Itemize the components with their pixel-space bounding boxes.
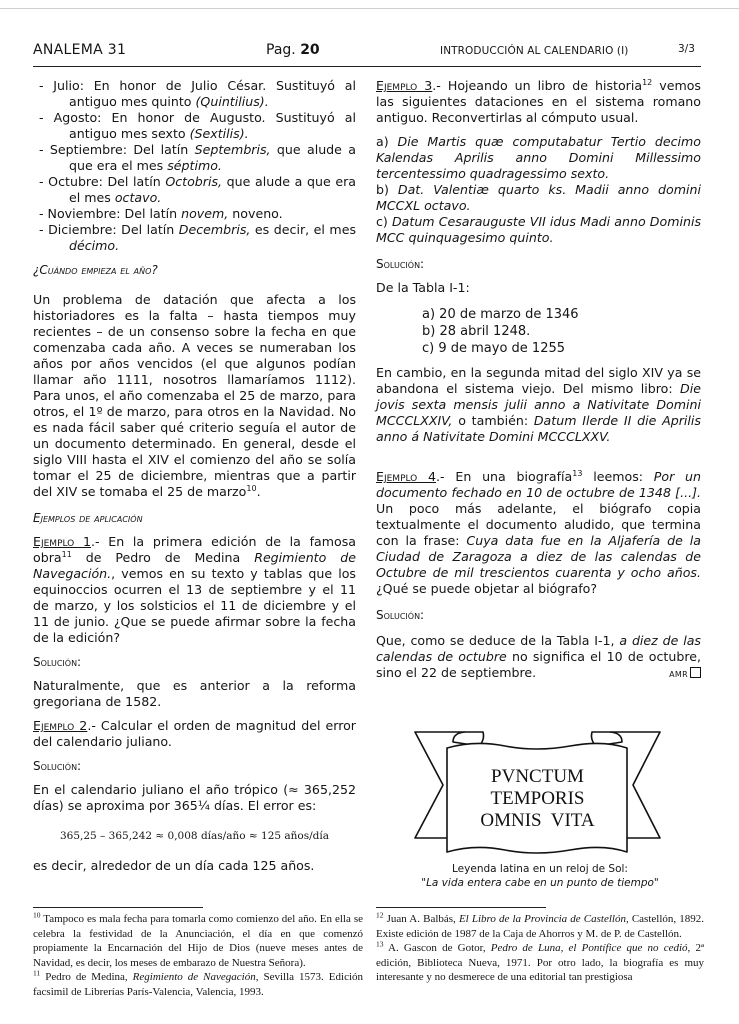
right-column bbox=[376, 78, 701, 683]
page-label: Pag. bbox=[266, 42, 296, 58]
banner-caption bbox=[380, 862, 700, 890]
latin-date-b: b) Dat. Valentiæ quarto ks. Madii anno domini MCCXL octavo. bbox=[376, 182, 701, 213]
left-column bbox=[33, 78, 356, 874]
page-number bbox=[266, 42, 320, 58]
month-item-agosto: - Agosto: En honor de Augusto. Sustituyó al antiguo mes sexto (Sextilis). bbox=[39, 110, 356, 141]
footnote-13: $^{13}$ A. Gascon de Gotor, Pedro de Luna, el Pontífice que no cedió, 2ª edición, Biblioteca Nueva, 1971. Por otro lado, la biografía es muy interesante y no desmerece de una editorial tan prestigiosa bbox=[376, 939, 704, 983]
footnotes-left bbox=[33, 912, 363, 999]
month-item-noviembre: - Noviembre: Del latín novem, noveno. bbox=[39, 206, 283, 221]
example-1-label: Ejemplo 1 bbox=[33, 534, 91, 549]
month-item-septiembre: - Septiembre: Del latín Septembris, que alude a que era el mes séptimo. bbox=[39, 142, 356, 173]
footnote-10: $^{10}$ Tampoco es mala fecha para tomarla como comienzo del año. En ella se celebra la festividad de la Anunciación, el día en que comenzó propiamente la Encarnación del Hijo de Dios (nueve meses antes de Navidad, es decir, los meses de embarazo de Nuestra Señora). bbox=[33, 910, 363, 969]
example-2-label: Ejemplo 2 bbox=[33, 718, 88, 733]
example-2: Ejemplo 2.- Calcular el orden de magnitud del error del calendario juliano. bbox=[33, 718, 356, 749]
page-number-value: 20 bbox=[300, 42, 320, 58]
example-4-label: Ejemplo 4 bbox=[376, 469, 437, 484]
example-3: Ejemplo 3.- Hojeando un libro de historia$^{12}$ vemos las siguientes dataciones en el sistema romano antiguo. Reconvertirlas al cómputo usual. bbox=[376, 77, 701, 125]
later-dates-paragraph: En cambio, en la segunda mitad del siglo XIV ya se abandona el sistema viejo. Del mismo libro: Die jovis sexta mensis julii anno a Nativitate Domini MCCCLXXIV, o también: Datum Ilerde II die Aprilis anno á Nativitate Domini MCCCLXXV. bbox=[376, 365, 701, 444]
footnote-ref: 10 bbox=[246, 483, 257, 493]
month-item-diciembre: - Diciembre: Del latín Decembris, es decir, el mes décimo. bbox=[39, 222, 357, 253]
banner-line-2: TEMPORIS bbox=[490, 788, 585, 809]
page-header bbox=[0, 40, 739, 64]
footnote-12: $^{12}$ Juan A. Balbás, El Libro de la Provincia de Castellón, Castellón, 1892. Existe edición de 1987 de la Caja de Ahorros y M. de P. de Castellón. bbox=[376, 910, 704, 940]
example-4: Ejemplo 4.- En una biografía$^{13}$ leemos: Por un documento fechado en 10 de octubre de 1348 [...]. Un poco más adelante, el biógrafo copia textualmente el documento aludido, que termina con la frase: Cuya data fue en la Aljafería de la Ciudad de Zaragoza a diez de las calendas de Octubre de mil trescientos cuarenta y ocho años. ¿Qué se puede objetar al biógrafo? bbox=[376, 468, 702, 596]
answer-b: b) 28 abril 1248. bbox=[422, 324, 531, 339]
part-indicator: 3/3 bbox=[678, 43, 695, 55]
error-formula: 365,25 – 365,242 ≈ 0,008 días/año ≈ 125 años/día bbox=[59, 830, 330, 842]
answer-c: c) 9 de mayo de 1255 bbox=[422, 341, 566, 356]
example-3-label: Ejemplo 3 bbox=[376, 78, 433, 93]
month-item-octubre: - Octubre: Del latín Octobris, que alude a que era el mes octavo. bbox=[39, 174, 356, 205]
footnote-rule-left bbox=[33, 907, 203, 908]
solution-label: Solución: bbox=[376, 257, 425, 271]
magazine-title: ANALEMA 31 bbox=[33, 42, 127, 58]
author-signature: AMR bbox=[669, 665, 701, 683]
scan-edge-line bbox=[0, 8, 739, 9]
solution-intro: De la Tabla I-1: bbox=[376, 280, 470, 295]
header-rule bbox=[33, 66, 701, 67]
footnote-rule-right bbox=[376, 907, 546, 908]
latin-date-c: c) Datum Cesarauguste VII idus Madi anno Dominis MCC quinquagesimo quinto. bbox=[376, 214, 702, 245]
banner-line-3: OMNIS VITA bbox=[480, 810, 595, 831]
example-4-solution: Que, como se deduce de la Tabla I-1, a diez de las calendas de octubre no significa el 10 de octubre, sino el 22 de septiembre. AMR bbox=[376, 633, 701, 681]
latin-date-a: a) Die Martis quæ computabatur Tertio decimo Kalendas Aprilis anno Domini Millessimo tercentessimo quadragessimo sexto. bbox=[376, 134, 701, 181]
answer-a: a) 20 de marzo de 1346 bbox=[422, 307, 579, 322]
footnote-ref: 13 bbox=[572, 468, 583, 478]
solution-label: Solución: bbox=[33, 655, 82, 669]
section-heading: ¿Cuándo empieza el año? bbox=[33, 263, 158, 277]
example-1: Ejemplo 1.- En la primera edición de la famosa obra$^{11}$ de Pedro de Medina Regimiento de Navegación., vemos en su texto y tablas que los equinoccios ocurren el 13 de septiembre y el 11 de marzo, y los solsticios el 11 de diciembre y el 11 de junio. ¿Que se puede afirmar sobre la fecha de la edición? bbox=[33, 534, 356, 645]
chapter-title: INTRODUCCIÓN AL CALENDARIO (I) bbox=[440, 45, 629, 57]
end-mark-icon bbox=[690, 667, 701, 678]
solution-label: Solución: bbox=[376, 608, 425, 622]
caption-translation: "La vida entera cabe en un punto de tiempo" bbox=[421, 877, 659, 889]
example-2-solution: En el calendario juliano el año trópico (≈ 365,252 días) se aproxima por 365¼ días. El error es: bbox=[33, 782, 356, 813]
banner-line-1: PVNCTUM bbox=[491, 766, 584, 787]
example-2-conclusion: es decir, alrededor de un día cada 125 años. bbox=[33, 858, 315, 873]
intro-paragraph: Un problema de datación que afecta a los historiadores es la falta – hasta tiempos muy recientes – de un consenso sobre la fecha en que comenzaba cada año. A veces se numeraban los años por años vencidos (el que algunos podían llamar año 1111, nosotros llamaríamos 1112). Para unos, el año comenzaba el 25 de marzo, para otros, el 1º de marzo, para otros en la Navidad. No es nada fácil saber qué criterio seguía el autor de un documento determinado. En general, desde el siglo VIII hasta el XIV el comienzo del año se solía tomar el 25 de diciembre, mientras que a partir del XIV se tomaba el 25 de marzo$^{10}$. bbox=[33, 292, 356, 499]
footnote-ref: 12 bbox=[642, 77, 653, 87]
footnote-ref: 11 bbox=[61, 549, 72, 559]
examples-heading: Ejemplos de aplicación bbox=[33, 511, 143, 525]
solution-label: Solución: bbox=[33, 759, 82, 773]
answer-list bbox=[376, 306, 701, 357]
example-1-solution: Naturalmente, que es anterior a la reforma gregoriana de 1582. bbox=[33, 678, 356, 709]
footnotes-right bbox=[376, 912, 704, 985]
footnote-11: $^{11}$ Pedro de Medina, Regimiento de Navegación, Sevilla 1573. Edición facsimil de Librerías París-Valencia, Valencia, 1993. bbox=[33, 968, 364, 998]
month-list bbox=[33, 78, 356, 254]
scroll-banner bbox=[405, 730, 670, 865]
caption-text: Leyenda latina en un reloj de Sol: bbox=[452, 863, 628, 875]
month-item-julio: - Julio: En honor de Julio César. Sustituyó al antiguo mes quinto (Quintilius). bbox=[39, 78, 356, 109]
